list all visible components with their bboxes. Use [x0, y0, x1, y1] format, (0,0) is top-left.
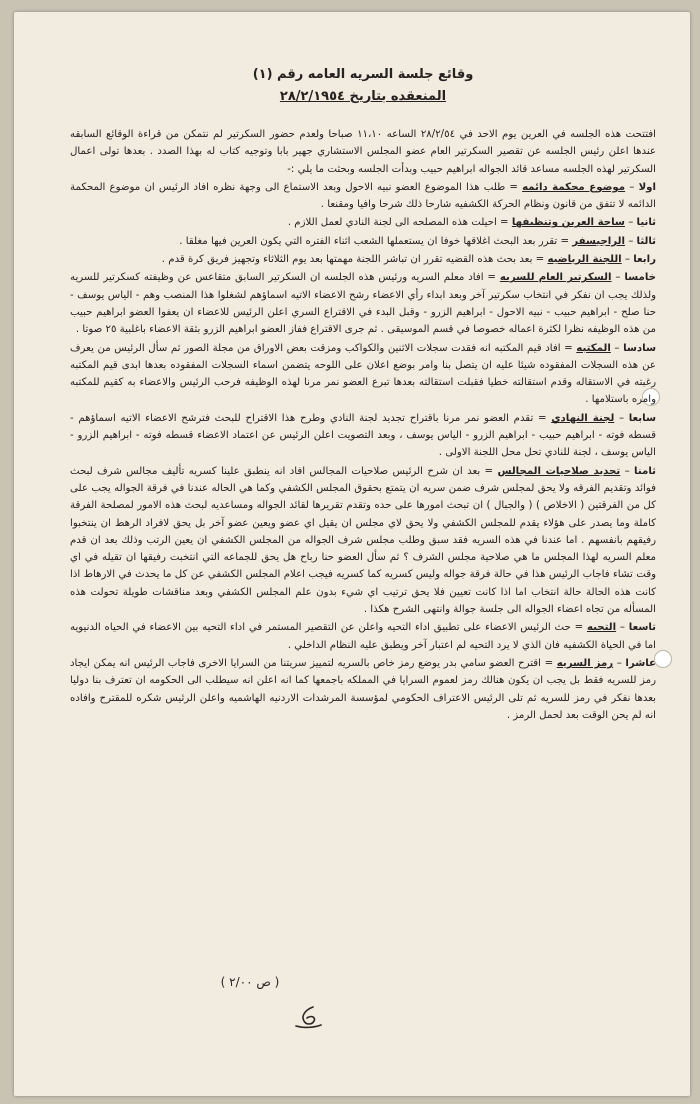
agenda-item-2: ثانيا – ساحة العرين وتنظيفها = احيلت هذه المصلحه الى لجنة النادي لعمل اللازم .: [287, 217, 656, 229]
item-heading: التحيه: [586, 622, 617, 634]
item-heading: رمز السريه: [556, 657, 614, 669]
agenda-item-5: خامسا – السكرتير العام للسريه = افاد معلم السريه ورئيس هذه الجلسه ان السكرتير السابق متقاعس عن وظيفته كسكرتير للسريه ولذلك يجب ان نفكر في انتخاب سكرتير آخر وبعد ابداء رأي الاعضاء رشح الاعضاء الاتيه اسماؤهم لشغلوا هذا المنصب وهم - الياس يوسف - حنا صلح - ابراهيم حبيب - نبيه الاحول - ابراهيم الزرو - وقبل البدء في الاقتراع السري اعلن الرئيس للاعضاء ان يعفوا العضو ابراهيم حبيب من هذه الوظيفه نظرا لكثرة اعماله خصوصا في قسم الموسيقى . ثم جرى الاقتراع ففاز العضو ابراهيم الزرو بثقة الاعضاء باغلبية ٢٥ صوتا .: [70, 272, 656, 336]
item-heading: لجنة النهادي: [551, 412, 615, 424]
item-heading: ساحة العرين وتنظيفها: [511, 217, 625, 229]
item-body: طلب هذا الموضوع العضو نبيه الاحول وبعد الاستماع الى وجهة نظره افاد الرئيس ان موضوع المحكمة الدائمه لا تتفق من قانون ونظام الحركة الكشفيه شارحا ذلك شرحا وافيا ومقنعا .: [70, 181, 656, 211]
item-heading: الراجيسفر: [572, 235, 625, 247]
item-body: بعد بحث هذه القضيه تقرر ان تباشر اللجنة مهمتها بعد يوم الثلاثاء وتجهيز فريق كرة قدم .: [161, 254, 533, 266]
item-number: رابعا: [633, 254, 656, 266]
item-body: تقدم العضو نمر مرنا باقتراح تجديد لجنة النادي وطرح هذا الاقتراح للبحث فترشح الاعضاء الاتيه اسماؤهم - قسطه فوته - ابراهيم حبيب - ابراهيم الزرو - الياس يوسف ، وبعد التصويت اعلن الرئيس عن اعتماد الاعضاء قسطه فوته - ابراهيم الزرو - الياس يوسف ، لجنة للنادي تحل محل اللجنة الاولى .: [70, 412, 656, 459]
agenda-item-9: تاسعا – التحيه = حث الرئيس الاعضاء على تطبيق اداء التحيه واعلن عن التقصير المستمر في اداء التحيه بين الاعضاء في الحياه الدنيويه اما في الحياة الكشفيه فان الذي لا يرد التحيه لم اعتبار آخر ويطبق عليه النظام الداخلي .: [70, 622, 656, 651]
item-heading: المكتبه: [576, 342, 611, 354]
item-heading: تحديد صلاحيات المجالس: [497, 465, 621, 477]
document-sheet: [14, 12, 690, 1096]
item-number: سادسا: [623, 342, 656, 354]
item-body: افاد قيم المكتبه انه فقدت سجلات الاثنين والكواكب ومزقت بعض الاوراق من مجلة الصور ثم سأل الرئيس من يعرف عن هذه السجلات المفقوده شيئا عليه ان يتصل بنا وامر بوضع اعلان على اللوحه يتضمن اسماء السجلات المفقوده بعدها ابدى قيم المكتبه رغبته في الاستقاله وقدم استقالته خطيا فقبلت استقالته بعدها تبرع العضو نمر مرنا لهذه الوظيفه فرحب الرئيس والاعضاء به كقيم للمكتبه وامره باستلامها .: [70, 342, 656, 406]
item-heading: السكرتير العام للسريه: [499, 272, 612, 284]
item-heading: اللجنة الرياضيه: [547, 254, 622, 266]
item-body: حث الرئيس الاعضاء على تطبيق اداء التحيه واعلن عن التقصير المستمر في اداء التحيه بين الاعضاء في الحياه الدنيويه اما في الحياة الكشفيه فان الذي لا يرد التحيه لم اعتبار آخر ويطبق عليه النظام الداخلي .: [70, 622, 656, 651]
item-number: ثانيا: [636, 217, 656, 229]
minutes-text: [70, 64, 656, 725]
item-number: ثامنا: [634, 465, 656, 477]
agenda-item-6: سادسا – المكتبه = افاد قيم المكتبه انه فقدت سجلات الاثنين والكواكب ومزقت بعض الاوراق من مجلة الصور ثم سأل الرئيس من يعرف عن هذه السجلات المفقوده شيئا عليه ان يتصل بنا وامر بوضع اعلان على اللوحه يتضمن اسماء السجلات المفقوده بعدها ابدى قيم المكتبه رغبته في الاستقاله وقدم استقالته خطيا فقبلت استقالته بعدها تبرع العضو نمر مرنا لهذه الوظيفه فرحب الرئيس والاعضاء به كقيم للمكتبه وامره باستلامها .: [70, 342, 656, 406]
item-body: تقرر بعد البحث اغلاقها خوفا ان يستعملها الشعب اثناء الفتره التي يكون العرين فيها مغلقا .: [179, 235, 558, 247]
item-number: خامسا: [624, 272, 656, 284]
item-body: احيلت هذه المصلحه الى لجنة النادي لعمل اللازم .: [287, 217, 497, 229]
page-number: ( ص ٢/٠٠ ): [220, 975, 280, 989]
document-date-line: المنعقده بتاريخ ٢٨/٢/١٩٥٤: [279, 89, 447, 104]
item-body: افاد معلم السريه ورئيس هذه الجلسه ان السكرتير السابق متقاعس عن وظيفته كسكرتير للسريه ولذلك يجب ان نفكر في انتخاب سكرتير آخر وبعد ابداء رأي الاعضاء رشح الاعضاء الاتيه اسماؤهم لشغلوا هذا المنصب وهم - الياس يوسف - حنا صلح - ابراهيم حبيب - نبيه الاحول - ابراهيم الزرو - وقبل البدء في الاقتراع السري اعلن الرئيس للاعضاء ان يعفوا العضو ابراهيم حبيب من هذه الوظيفه نظرا لكثرة اعماله خصوصا في قسم الموسيقى . ثم جرى الاقتراع ففاز العضو ابراهيم الزرو بثقة الاعضاء باغلبية ٢٥ صوتا .: [70, 272, 656, 336]
item-number: عاشرا: [625, 657, 656, 669]
item-number: ثالثا: [636, 235, 656, 247]
agenda-item-3: ثالثا – الراجيسفر = تقرر بعد البحث اغلاقها خوفا ان يستعملها الشعب اثناء الفتره التي يكون العرين فيها مغلقا .: [179, 235, 656, 247]
item-heading: موضوع محكمة دائمه: [522, 181, 626, 193]
punch-hole-bottom: [654, 650, 672, 668]
agenda-item-10: عاشرا – رمز السريه = اقترح العضو سامي بدر يوضع رمز خاص بالسريه لتمييز سريتنا من السرايا الاخرى فاجاب الرئيس انه يمكن ايجاد رمز للسريه فقط بل يجب ان يكون هنالك رمز لعموم السرايا في المملكه باجمعها كما انه اعلن انه سيطلب الى الحكومه ان تعترف بنا دوليا بعدها نفكر في رمز للسريه ثم تلى الرئيس الاعتراف الحكومي لمؤسسة المرشدات الاردنيه الهاشميه واعلن الرئيس شكره للمقترح وافاده انه لم يحن الوقت بعد لحمل الرمز .: [70, 657, 656, 721]
item-number: اولا: [638, 181, 656, 193]
title-block: [70, 64, 656, 108]
agenda-item-4: رابعا – اللجنة الرياضيه = بعد بحث هذه القضيه تقرر ان تباشر اللجنة مهمتها بعد يوم الثلاثاء وتجهيز فريق كرة قدم .: [161, 254, 656, 266]
intro-paragraph: افتتحت هذه الجلسه في العرين يوم الاحد في ٢٨/٢/٥٤ الساعه ١١،١٠ صباحا ولعدم حضور السكرتير لم نتمكن من قراءة الوقائع السابقه عندها اعلن رئيس الجلسه عن تقصير السكرتير العام عضو المجلس الاستشاري جهير بابا وتوجيه كتاب له بهذا الصدد . بعدها تولى اعمال السكرتير لهذه الجلسه مساعد قائد الجواله ابراهيم حبيب وبدأت الجلسه وبحثت ما يلي :-: [70, 129, 656, 175]
item-number: تاسعا: [628, 622, 656, 634]
signature-mark: [291, 1004, 325, 1030]
document-title: وقائع جلسة السريه العامه رقم (١): [252, 67, 474, 82]
agenda-item-7: سابعا – لجنة النهادي = تقدم العضو نمر مرنا باقتراح تجديد لجنة النادي وطرح هذا الاقتراح للبحث فترشح الاعضاء الاتيه اسماؤهم - قسطه فوته - ابراهيم حبيب - ابراهيم الزرو - الياس يوسف ، وبعد التصويت اعلن الرئيس عن اعتماد الاعضاء قسطه فوته - ابراهيم الزرو - الياس يوسف ، لجنة للنادي تحل محل اللجنة الاولى .: [70, 412, 656, 459]
item-number: سابعا: [628, 412, 656, 424]
agenda-item-8: ثامنا – تحديد صلاحيات المجالس = بعد ان شرح الرئيس صلاحيات المجالس افاد انه ينطبق علينا كسريه تأليف مجالس شرف لبحث فوائد وتقديم الفرقه ولا يحق لمجلس شرف ضمن سريه ان يتمتع بحقوق المجلس الكشفي وكما هي الحاله عندنا في فرقة الجواله يجب على كل من الفرقتين ( الاخلاص ) ( والجبال ) ان تبحث امورها على حده وتقدم تقريرها لقائد الجواله ومساعديه لبحث هذه الامور لمصلحة الفرقة كاملة وما يصدر على هؤلاء يقدم للمجلس الكشفي ولا يحق لاي مجلس ان يقيل اي عضو ويعين عضو آخر بل يحق لافراد الرهط ان ينتخبوا رفيقهم بانفسهم . اما عندنا في هذه السريه فقد سبق وطلب مجلس شرف الجواله من المجلس الكشفي ان يعين الرتب وذلك بعد ان قدم معلم السريه لهذا المجلس ما هي صلاحية مجلس الشرف ؟ ثم سأل العضو حنا رباح هل يحق للجماعه التي انتخبت رفيقها ان تقيله في اي وقت تشاء فاجاب الرئيس هذا في حالة فرقة جواله وليس كسريه كما كسريه فيجب اعلام المجلس الكشفي عن كل ما يحدث في الارهاط اذا كانت هذه الحالة حالة انتخاب اما اذا كانت تعيين فلا يحق ترتيب اي شيء بدون علم المجلس الكشفي وبعد مناقشات طويلة تحولت هذه المسأله من تجاه اعضاء الجواله الى جلسة جوالة وانتهى الشرح هكذا .: [70, 465, 656, 616]
item-body: بعد ان شرح الرئيس صلاحيات المجالس افاد انه ينطبق علينا كسريه تأليف مجالس شرف لبحث فوائد وتقديم الفرقه ولا يحق لمجلس شرف ضمن سريه ان يتمتع بحقوق المجلس الكشفي وكما هي الحاله عندنا في فرقة الجواله يجب على كل من الفرقتين ( الاخلاص ) ( والجبال ) ان تبحث امورها على حده وتقدم تقريرها لقائد الجواله ومساعديه لبحث هذه الامور لمصلحة الفرقة كاملة وما يصدر على هؤلاء يقدم للمجلس الكشفي ولا يحق لاي مجلس ان يقيل اي عضو ويعين عضو آخر بل يحق لافراد الرهط ان ينتخبوا رفيقهم بانفسهم . اما عندنا في هذه السريه فقد سبق وطلب مجلس شرف الجواله من المجلس الكشفي ان يعين الرتب وذلك بعد ان قدم معلم السريه لهذا المجلس ما هي صلاحية مجلس الشرف ؟ ثم سأل العضو حنا رباح هل يحق للجماعه التي انتخبت رفيقها ان تقيله في اي وقت تشاء فاجاب الرئيس هذا في حالة فرقة جواله وليس كسريه كما كسريه فيجب اعلام المجلس الكشفي عن كل ما يحدث في الارهاط اذا كانت هذه الحالة حالة انتخاب اما اذا كانت تعيين فلا يحق ترتيب اي شيء بدون علم المجلس الكشفي وبعد مناقشات طويلة تحولت هذه المسأله من تجاه اعضاء الجواله الى جلسة جوالة وانتهى الشرح هكذا .: [70, 465, 656, 616]
agenda-item-1: اولا – موضوع محكمة دائمه = طلب هذا الموضوع العضو نبيه الاحول وبعد الاستماع الى وجهة نظره افاد الرئيس ان موضوع المحكمة الدائمه لا تتفق من قانون ونظام الحركة الكشفيه شارحا ذلك شرحا وافيا ومقنعا .: [70, 181, 656, 211]
item-body: اقترح العضو سامي بدر يوضع رمز خاص بالسريه لتمييز سريتنا من السرايا الاخرى فاجاب الرئيس انه يمكن ايجاد رمز للسريه فقط بل يجب ان يكون هنالك رمز لعموم السرايا في المملكه باجمعها كما انه اعلن انه سيطلب الى الحكومه ان تعترف بنا دوليا بعدها نفكر في رمز للسريه ثم تلى الرئيس الاعتراف الحكومي لمؤسسة المرشدات الاردنيه الهاشميه واعلن الرئيس شكره للمقترح وافاده انه لم يحن الوقت بعد لحمل الرمز .: [70, 657, 656, 721]
